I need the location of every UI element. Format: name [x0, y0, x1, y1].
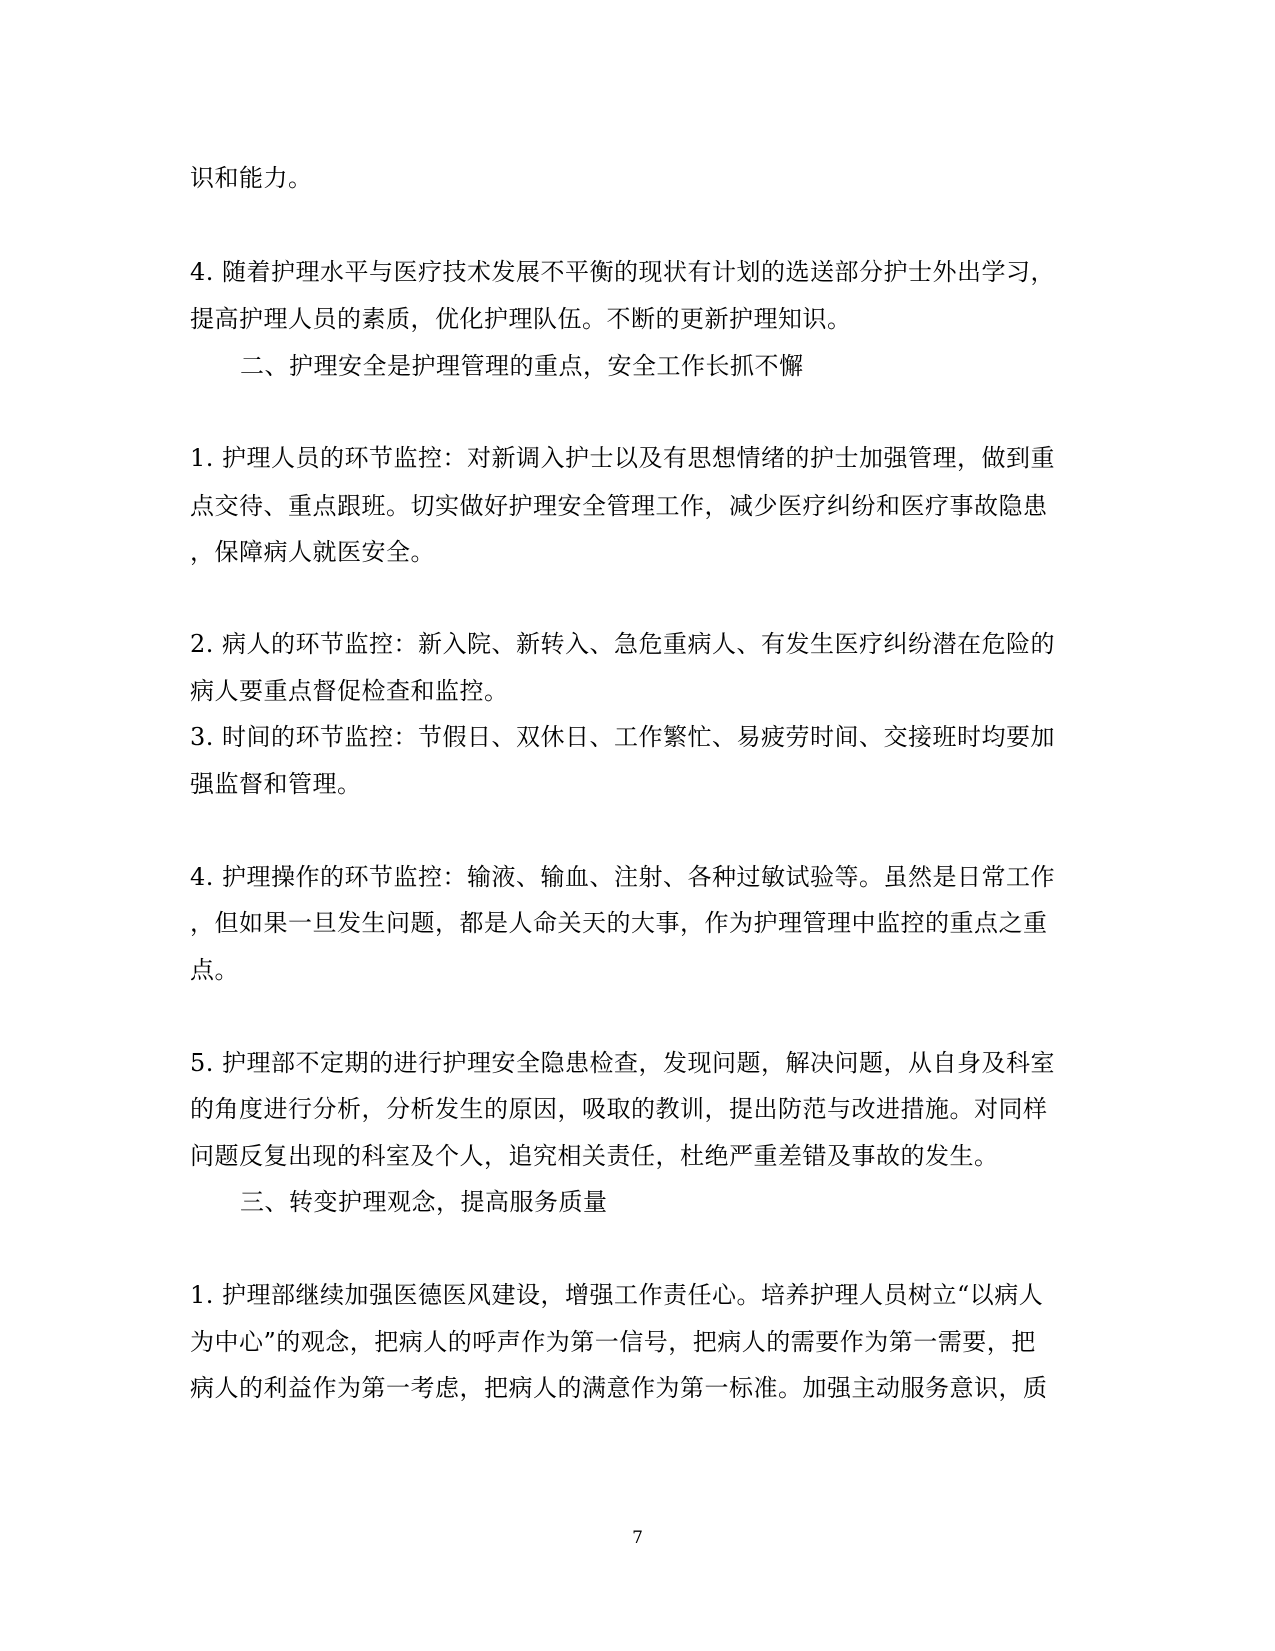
text-line: 4. 随着护理水平与医疗技术发展不平衡的现状有计划的选送部分护士外出学习， — [190, 258, 1056, 286]
text-line: 点。 — [190, 956, 239, 984]
text-line: ，但如果一旦发生问题，都是人命关天的大事，作为护理管理中监控的重点之重 — [190, 909, 1048, 937]
text-line: ，保障病人就医安全。 — [190, 538, 435, 566]
section-heading: 二、护理安全是护理管理的重点，安全工作长抓不懈 — [240, 352, 804, 380]
text-line: 4. 护理操作的环节监控：输液、输血、注射、各种过敏试验等。虽然是日常工作 — [190, 863, 1056, 891]
section-heading: 三、转变护理观念，提高服务质量 — [240, 1188, 608, 1216]
text-line: 识和能力。 — [190, 164, 313, 192]
text-line: 提高护理人员的素质，优化护理队伍。不断的更新护理知识。 — [190, 305, 852, 333]
text-line: 5. 护理部不定期的进行护理安全隐患检查，发现问题，解决问题，从自身及科室 — [190, 1049, 1056, 1077]
text-line: 强监督和管理。 — [190, 770, 362, 798]
text-line: 为中心”的观念，把病人的呼声作为第一信号，把病人的需要作为第一需要，把 — [190, 1328, 1036, 1356]
text-line: 病人的利益作为第一考虑，把病人的满意作为第一标准。加强主动服务意识，质 — [190, 1374, 1048, 1402]
text-line: 病人要重点督促检查和监控。 — [190, 677, 509, 705]
text-line: 2. 病人的环节监控：新入院、新转入、急危重病人、有发生医疗纠纷潜在危险的 — [190, 630, 1056, 658]
text-line: 1. 护理部继续加强医德医风建设，增强工作责任心。培养护理人员树立“以病人 — [190, 1281, 1044, 1309]
text-line: 1. 护理人员的环节监控：对新调入护士以及有思想情绪的护士加强管理，做到重 — [190, 444, 1056, 472]
text-line: 问题反复出现的科室及个人，追究相关责任，杜绝严重差错及事故的发生。 — [190, 1142, 999, 1170]
text-line: 的角度进行分析，分析发生的原因，吸取的教训，提出防范与改进措施。对同样 — [190, 1095, 1048, 1123]
page-number: 7 — [632, 1528, 643, 1548]
text-line: 3. 时间的环节监控：节假日、双休日、工作繁忙、易疲劳时间、交接班时均要加 — [190, 723, 1056, 751]
text-line: 点交待、重点跟班。切实做好护理安全管理工作，减少医疗纠纷和医疗事故隐患 — [190, 492, 1048, 520]
